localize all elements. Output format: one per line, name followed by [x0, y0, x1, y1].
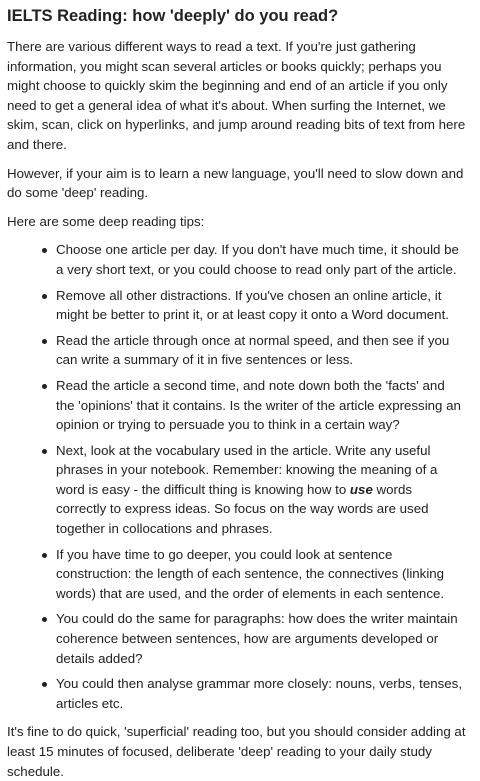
- tip-item: Read the article a second time, and note down both the 'facts' and the 'opinions' that it contains. Is the writer of the article expressing an opinion or trying to persuade you to think in a certain way?: [56, 376, 472, 435]
- deep-reading-tips-list: [7, 240, 472, 713]
- tip-text: words correctly to express ideas. So focus on the way words are used together in collocations and phrases.: [56, 481, 429, 537]
- tip-item: Remove all other distractions. If you've chosen an online article, it might be better to print it, or at least copy it onto a Word document.: [56, 286, 472, 325]
- tips-intro-paragraph: Here are some deep reading tips:: [7, 213, 205, 229]
- tip-text: Next, look at the vocabulary used in the article. Write any useful phrases in your notebook. Remember: knowing the meaning of a word is easy - the difficult thing is knowing how to: [56, 442, 438, 497]
- conclusion-paragraph: It's fine to do quick, 'superficial' reading too, but you should consider adding at least 15 minutes of focused, deliberate 'deep' reading to your daily study schedule.: [7, 724, 466, 779]
- page-title: IELTS Reading: how 'deeply' do you read?: [7, 7, 339, 25]
- tip-item: You could then analyse grammar more closely: nouns, verbs, tenses, articles etc.: [56, 674, 472, 713]
- tip-item: If you have time to go deeper, you could look at sentence construction: the length of each sentence, the connectives (linking words) that are used, and the order of elements in each sentence.: [56, 545, 472, 604]
- emphasis-use: use: [349, 481, 373, 497]
- however-paragraph: However, if your aim is to learn a new language, you'll need to slow down and do some 'deep' reading.: [7, 165, 464, 201]
- tip-item: [56, 441, 472, 539]
- intro-paragraph: There are various different ways to read a text. If you're just gathering information, you might scan several articles or books quickly; perhaps you might choose to quickly skim the beginning and end of an article if you only need to get a general idea of what it's about. When surfing the Internet, we skim, scan, click on hyperlinks, and jump around reading bits of text from here and there.: [7, 39, 466, 152]
- tip-item: Read the article through once at normal speed, and then see if you can write a summary of it in five sentences or less.: [56, 331, 472, 370]
- tip-item: You could do the same for paragraphs: how does the writer maintain coherence between sentences, how are arguments developed or details added?: [56, 609, 472, 668]
- tip-item: Choose one article per day. If you don't have much time, it should be a very short text, or you could choose to read only part of the article.: [56, 240, 472, 279]
